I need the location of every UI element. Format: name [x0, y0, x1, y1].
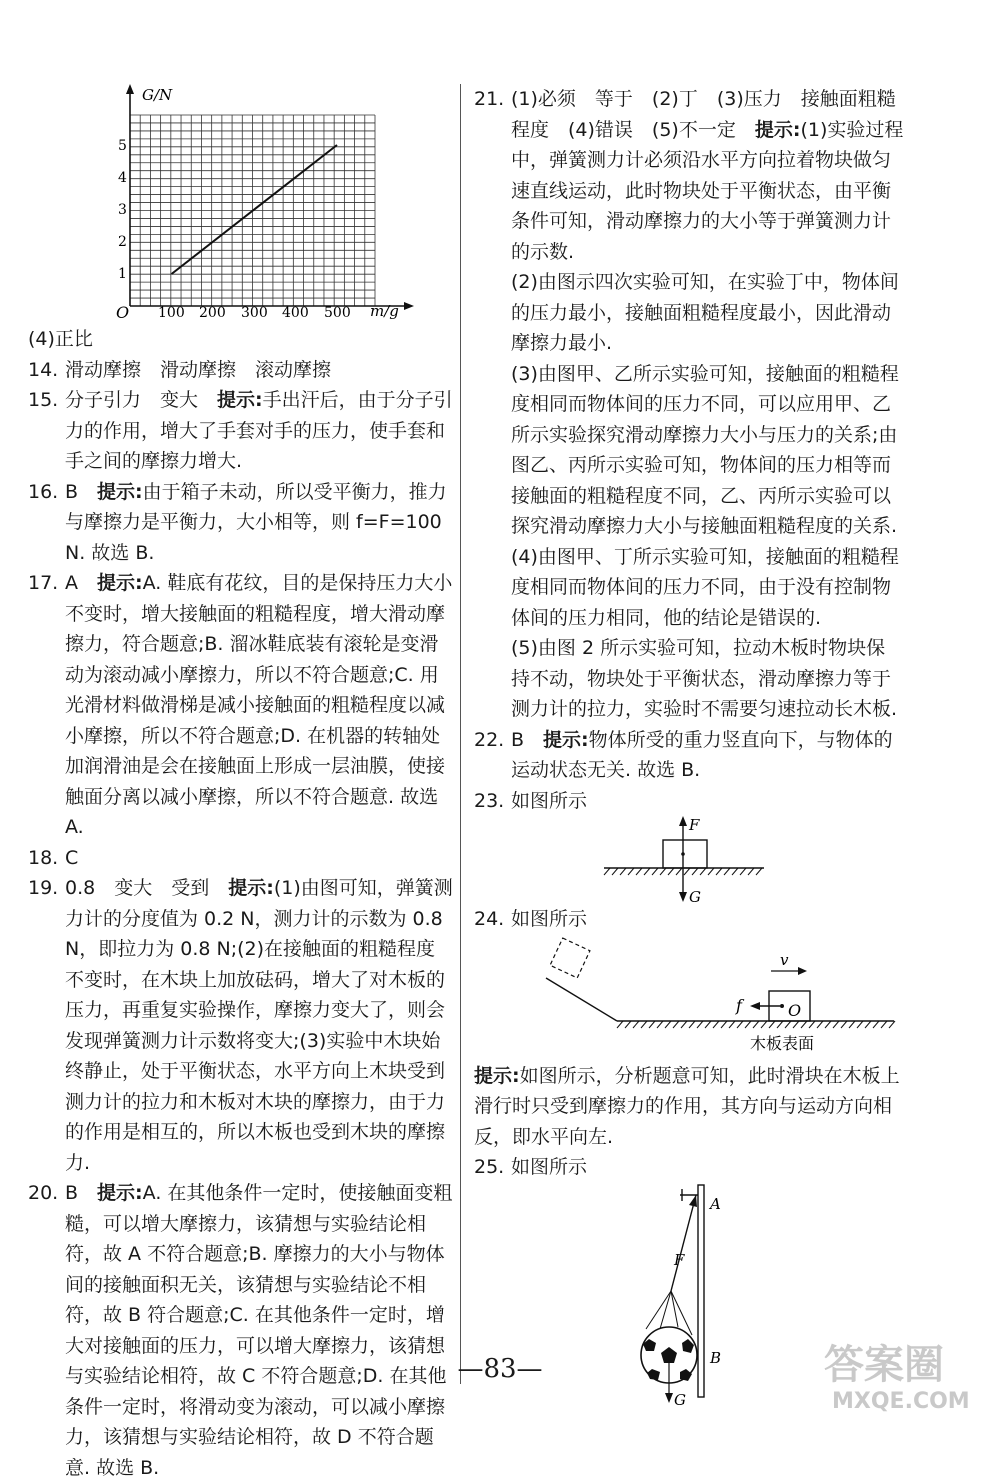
string [671, 1195, 696, 1291]
label-G: G [674, 1390, 686, 1407]
x-axis-arrow [404, 302, 414, 310]
hatch-line [889, 1021, 895, 1028]
force-f-arrow [679, 816, 687, 826]
hatch-line [641, 1021, 647, 1028]
hatch-line [676, 868, 682, 875]
hatch-line [732, 868, 738, 875]
hatch-line [668, 868, 674, 875]
slope-line [546, 978, 617, 1021]
x-tick-200: 200 [199, 305, 226, 321]
x-tick-500: 500 [324, 305, 351, 321]
y-axis-arrow [126, 84, 134, 94]
net-line [671, 1291, 678, 1327]
hatch-line [644, 868, 650, 875]
watermark-text: 答案圈 [824, 1342, 944, 1388]
answer-21-part3: (3)由图甲、乙所示实验可知，接触面的粗糙程度相同而物体间的压力不同，可以应用甲、乙所示实验探究滑动摩擦力大小与压力的关系;由图乙、丙所示实验可知，物体间的压力相等而接触面的粗糙程度不同，乙、丙所示实验可以探究滑动摩擦力大小与接触面粗糙程度的关系. [511, 362, 899, 537]
block-center [780, 1004, 784, 1008]
answer-15: 15. 分子引力 变大 提示:手出汗后，由于分子引力的作用，增大了手套对手的压力，使手套和手之间的摩擦力增大. [28, 389, 453, 472]
hatch-line [689, 1021, 695, 1028]
hatch-line [817, 1021, 823, 1028]
hatch-line [705, 1021, 711, 1028]
label-B: B [710, 1348, 722, 1367]
x-tick-300: 300 [241, 305, 268, 321]
center-dot [681, 852, 685, 856]
hint-label: 提示: [228, 877, 274, 899]
hatch-line [692, 868, 698, 875]
figure-24-slider-on-board [474, 935, 904, 1061]
hatch-line [673, 1021, 679, 1028]
label-F: F [689, 816, 700, 834]
force-f-arrow [689, 1195, 697, 1207]
column-divider [460, 84, 461, 1384]
answer-19: 19. 0.8 变大 受到 提示:(1)由图可知，弹簧测力计的分度值为 0.2 N，测力计的示数为 0.8 N，即拉力为 0.8 N;(2)在接触面的粗糙程度不变时，在木块上加放砝码，增大了对木板的压力，再重复实验操作，摩擦力变大了，则会发现弹簧测力计示数将变大;(3)实验中木块始终静止，处于平衡状态，水平方向上木块受到测力计的拉力和木板对木块的摩擦力，由于力的作用是相互的，所以木板也受到木块的摩擦力. [28, 877, 453, 1174]
hatch-line [721, 1021, 727, 1028]
hatch-line [745, 1021, 751, 1028]
hatch-line [756, 868, 762, 875]
hatch-line [841, 1021, 847, 1028]
hatch-line [660, 868, 666, 875]
label-O: O [788, 1000, 802, 1020]
gravity-arrow [665, 1393, 673, 1403]
x-axis-label: m/g [370, 302, 399, 320]
y-tick-2: 2 [118, 234, 127, 250]
left-column [28, 84, 453, 1483]
hatch-line [665, 1021, 671, 1028]
hatch-line [785, 1021, 791, 1028]
origin-label: O [116, 303, 130, 322]
hatch-line [681, 1021, 687, 1028]
hatch-line [857, 1021, 863, 1028]
page-number: —83— [457, 1354, 543, 1384]
answer-14: 14. 滑动摩擦 滑动摩擦 滚动摩擦 [28, 358, 332, 381]
hatch-line [625, 1021, 631, 1028]
friction-arrow [750, 1002, 760, 1010]
hatch-line [769, 1021, 775, 1028]
hatch-line [633, 1021, 639, 1028]
hatch-line [628, 868, 634, 875]
block-rect [663, 840, 707, 868]
velocity-arrow [798, 967, 807, 975]
y-tick-1: 1 [118, 266, 127, 282]
hatch-line [697, 1021, 703, 1028]
force-g-arrow [679, 892, 687, 902]
board-hatch [617, 1021, 895, 1028]
hatch-line [809, 1021, 815, 1028]
answer-23: 23. 如图所示 [474, 789, 588, 812]
hatch-line [740, 868, 746, 875]
y-tick-4: 4 [118, 170, 127, 186]
answer-22: 22. B 提示:物体所受的重力竖直向下，与物体的运动状态无关. 故选 B. [474, 728, 893, 781]
x-tick-100: 100 [158, 305, 185, 321]
figure-23-block-forces [474, 816, 904, 904]
hatch-line [793, 1021, 799, 1028]
hint-label: 提示: [97, 572, 143, 594]
hatch-line [684, 868, 690, 875]
hatch-line [865, 1021, 871, 1028]
answer-21: 21. (1)必须 等于 (2)丁 (3)压力 接触面粗糙程度 (4)错误 (5)不一定 提示:(1)实验过程中，弹簧测力计必须沿水平方向拉着物块做匀速直线运动，此时物块处于平衡状态，由平衡条件可知，滑动摩擦力的大小等于弹簧测力计的示数. [474, 88, 904, 263]
answer-16: 16. B 提示:由于箱子未动，所以受平衡力，推力与摩擦力是平衡力，大小相等，则 f=F=100 N. 故选 B. [28, 480, 447, 564]
y-tick-3: 3 [118, 202, 127, 218]
hatch-line [737, 1021, 743, 1028]
hint-label: 提示: [474, 1064, 520, 1087]
g-m-graph [28, 84, 453, 324]
hatch-line [713, 1021, 719, 1028]
dashed-block [550, 938, 590, 978]
hatch-line [612, 868, 618, 875]
hatch-line [729, 1021, 735, 1028]
answer-21-part4: (4)由图甲、丁所示实验可知，接触面的粗糙程度相同而物体间的压力不同，由于没有控制物体间的压力相同，他的结论是错误的. [511, 545, 899, 629]
watermark-logo [818, 1330, 988, 1423]
hatch-line [873, 1021, 879, 1028]
hatch-line [700, 868, 706, 875]
hatch-line [825, 1021, 831, 1028]
right-column [474, 84, 904, 1407]
answer-21-part5: (5)由图 2 所示实验可知，拉动木板时物块保持不动，物块处于平衡状态，滑动摩擦力等于测力计的拉力，实验时不需要匀速拉动长木板. [511, 637, 898, 720]
label-v: v [780, 950, 789, 969]
answer-25: 25. 如图所示 [474, 1156, 588, 1178]
hatch-line [801, 1021, 807, 1028]
label-f: f [736, 995, 742, 1015]
answer-21-part2: (2)由图示四次实验可知，在实验丁中，物体间的压力最小，接触面粗糙程度最小，因此滑动摩擦力最小. [511, 271, 899, 354]
label-F: F [674, 1250, 685, 1269]
hint-label: 提示: [543, 728, 589, 751]
hatch-line [753, 1021, 759, 1028]
hatch-line [777, 1021, 783, 1028]
hint-label: 提示: [754, 118, 801, 141]
y-tick-5: 5 [118, 138, 127, 154]
hatch-line [636, 868, 642, 875]
net-line [646, 1291, 671, 1329]
label-A: A [710, 1194, 721, 1213]
hatch-line [833, 1021, 839, 1028]
hatch-line [649, 1021, 655, 1028]
hatch-line [748, 868, 754, 875]
board-caption: 木板表面 [750, 1033, 815, 1053]
hatch-line [617, 1021, 623, 1028]
hatch-line [724, 868, 730, 875]
net-line [660, 1291, 671, 1329]
hint-label: 提示: [217, 389, 263, 411]
hatch-line [716, 868, 722, 875]
answer-18: 18. C [28, 846, 79, 869]
hatch-line [604, 868, 610, 875]
answer-24-hint: 提示:如图所示，分析题意可知，此时滑块在木板上滑行时只受到摩擦力的作用，其方向与运动方向相反，即水平向左. [474, 1064, 900, 1148]
hint-label: 提示: [97, 480, 143, 503]
hatch-line [620, 868, 626, 875]
x-tick-400: 400 [282, 305, 309, 321]
answer-20: 20. B 提示:A. 在其他条件一定时，使接触面变粗糙，可以增大摩擦力，该猜想与实验结论相符，故 A 不符合题意;B. 摩擦力的大小与物体间的接触面积无关，该猜想与实验结论不相符，故 B 符合题意;C. 在其他条件一定时，增大对接触面的压力，可以增大摩擦力，该猜想与实验结论相符，故 C 不符合题意;D. 在其他条件一定时，将滑动变为滚动，可以减小摩擦力，该猜想与实验结论相符，故 D 不符合题意. 故选 B. [28, 1182, 453, 1479]
hatch-line [849, 1021, 855, 1028]
hatch-line [652, 868, 658, 875]
g-m-graph-svg [28, 84, 453, 324]
item13-part4: (4)正比 [28, 328, 93, 350]
hatch-line [657, 1021, 663, 1028]
hatch-line [881, 1021, 887, 1028]
label-G: G [689, 888, 701, 904]
watermark-domain: MXQE.COM [832, 1389, 970, 1414]
y-axis-label: G/N [142, 86, 173, 104]
hatch-line [708, 868, 714, 875]
hatch-line [761, 1021, 767, 1028]
hint-label: 提示: [97, 1182, 143, 1204]
graph-data-line [172, 145, 338, 274]
answer-17: 17. A 提示:A. 鞋底有花纹，目的是保持压力大小不变时，增大接触面的粗糙程度，增大滑动摩擦力，符合题意;B. 溜冰鞋底装有滚轮是变滑动为滚动减小摩擦力，所以不符合题意;C. 用光滑材料做滑梯是减小接触面的粗糙程度以减小摩擦，所以不符合题意;D. 在机器的转轴处加润滑油是会在接触面上形成一层油膜，使接触面分离以减小摩擦，所以不符合题意. 故选 A. [28, 572, 453, 838]
answer-24: 24. 如图所示 [474, 908, 588, 930]
